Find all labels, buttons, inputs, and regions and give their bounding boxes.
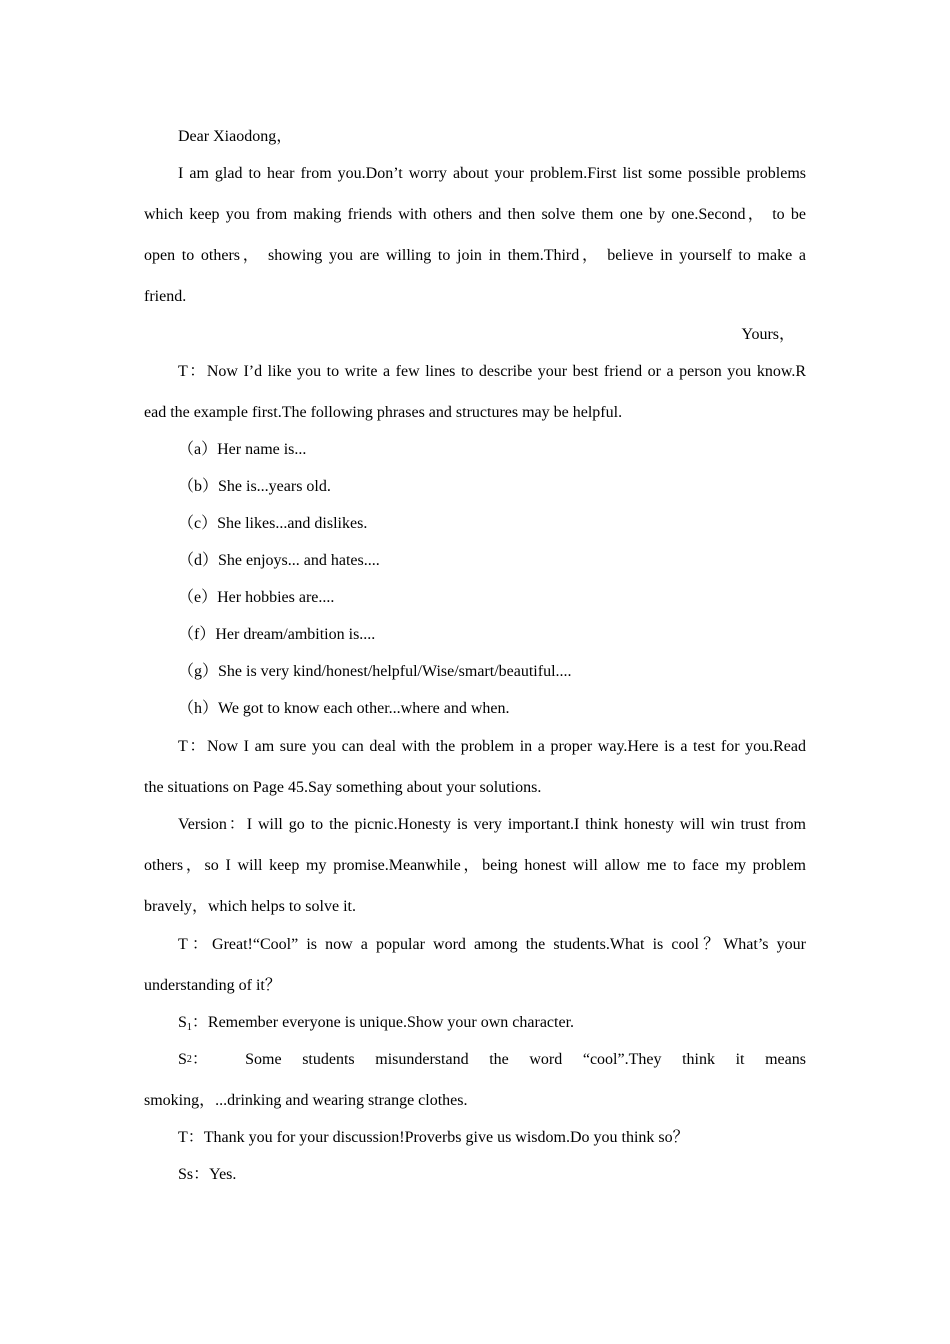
letter-body-line-4: friend.	[144, 288, 187, 305]
phrase-item-h: （h）We got to know each other...where and when.	[178, 700, 510, 717]
phrase-item-f: （f）Her dream/ambition is....	[178, 626, 376, 643]
version-line-2: others，so I will keep my promise.Meanwhile，being honest will allow me to face my problem	[144, 857, 806, 874]
students-line: Ss：Yes.	[178, 1166, 237, 1183]
phrase-item-c: （c）She likes...and dislikes.	[178, 515, 368, 532]
student-2-line-2: smoking，...drinking and wearing strange clothes.	[144, 1092, 468, 1109]
speaker-subscript: 2	[186, 1054, 192, 1065]
student-2-text: ： Some students misunderstand the word “cool”.They think it means	[191, 1051, 806, 1068]
version-line-3: bravely，which helps to solve it.	[144, 898, 356, 915]
phrase-item-b: （b）She is...years old.	[178, 478, 331, 495]
speaker-s: S	[178, 1051, 187, 1068]
letter-salutation: Dear Xiaodong，	[178, 128, 293, 145]
teacher-line-3b: understanding of it？	[144, 977, 281, 994]
teacher-line-2b: the situations on Page 45.Say something about your solutions.	[144, 779, 542, 796]
student-2-line-1	[178, 1050, 806, 1070]
phrase-item-e: （e）Her hobbies are....	[178, 589, 335, 606]
phrase-item-g: （g）She is very kind/honest/helpful/Wise/smart/beautiful....	[178, 663, 572, 680]
speaker-subscript: 1	[186, 1022, 192, 1033]
letter-body-line-2: which keep you from making friends with others and then solve them one by one.Second， to be	[144, 206, 806, 223]
letter-closing: Yours，	[741, 326, 795, 343]
teacher-line-1a: T：Now I’d like you to write a few lines to describe your best friend or a person you know.R	[178, 363, 807, 380]
student-1-line	[178, 1013, 806, 1033]
teacher-line-4: T：Thank you for your discussion!Proverbs give us wisdom.Do you think so？	[178, 1129, 689, 1146]
teacher-line-3a: T：Great!“Cool” is now a popular word among the students.What is cool？What’s your	[178, 936, 806, 953]
teacher-line-2a: T：Now I am sure you can deal with the problem in a proper way.Here is a test for you.Read	[178, 738, 806, 755]
letter-body-line-1: I am glad to hear from you.Don’t worry about your problem.First list some possible problems	[178, 165, 806, 182]
student-1-text: ：Remember everyone is unique.Show your own character.	[191, 1014, 575, 1031]
letter-body-line-3: open to others， showing you are willing to join in them.Third， believe in yourself to make a	[144, 247, 806, 264]
speaker-s: S	[178, 1014, 187, 1031]
teacher-line-1b: ead the example first.The following phrases and structures may be helpful.	[144, 404, 623, 421]
phrase-item-a: （a）Her name is...	[178, 441, 307, 458]
version-line-1: Version：I will go to the picnic.Honesty is very important.I think honesty will win trust from	[178, 816, 806, 833]
phrase-item-d: （d）She enjoys... and hates....	[178, 552, 380, 569]
